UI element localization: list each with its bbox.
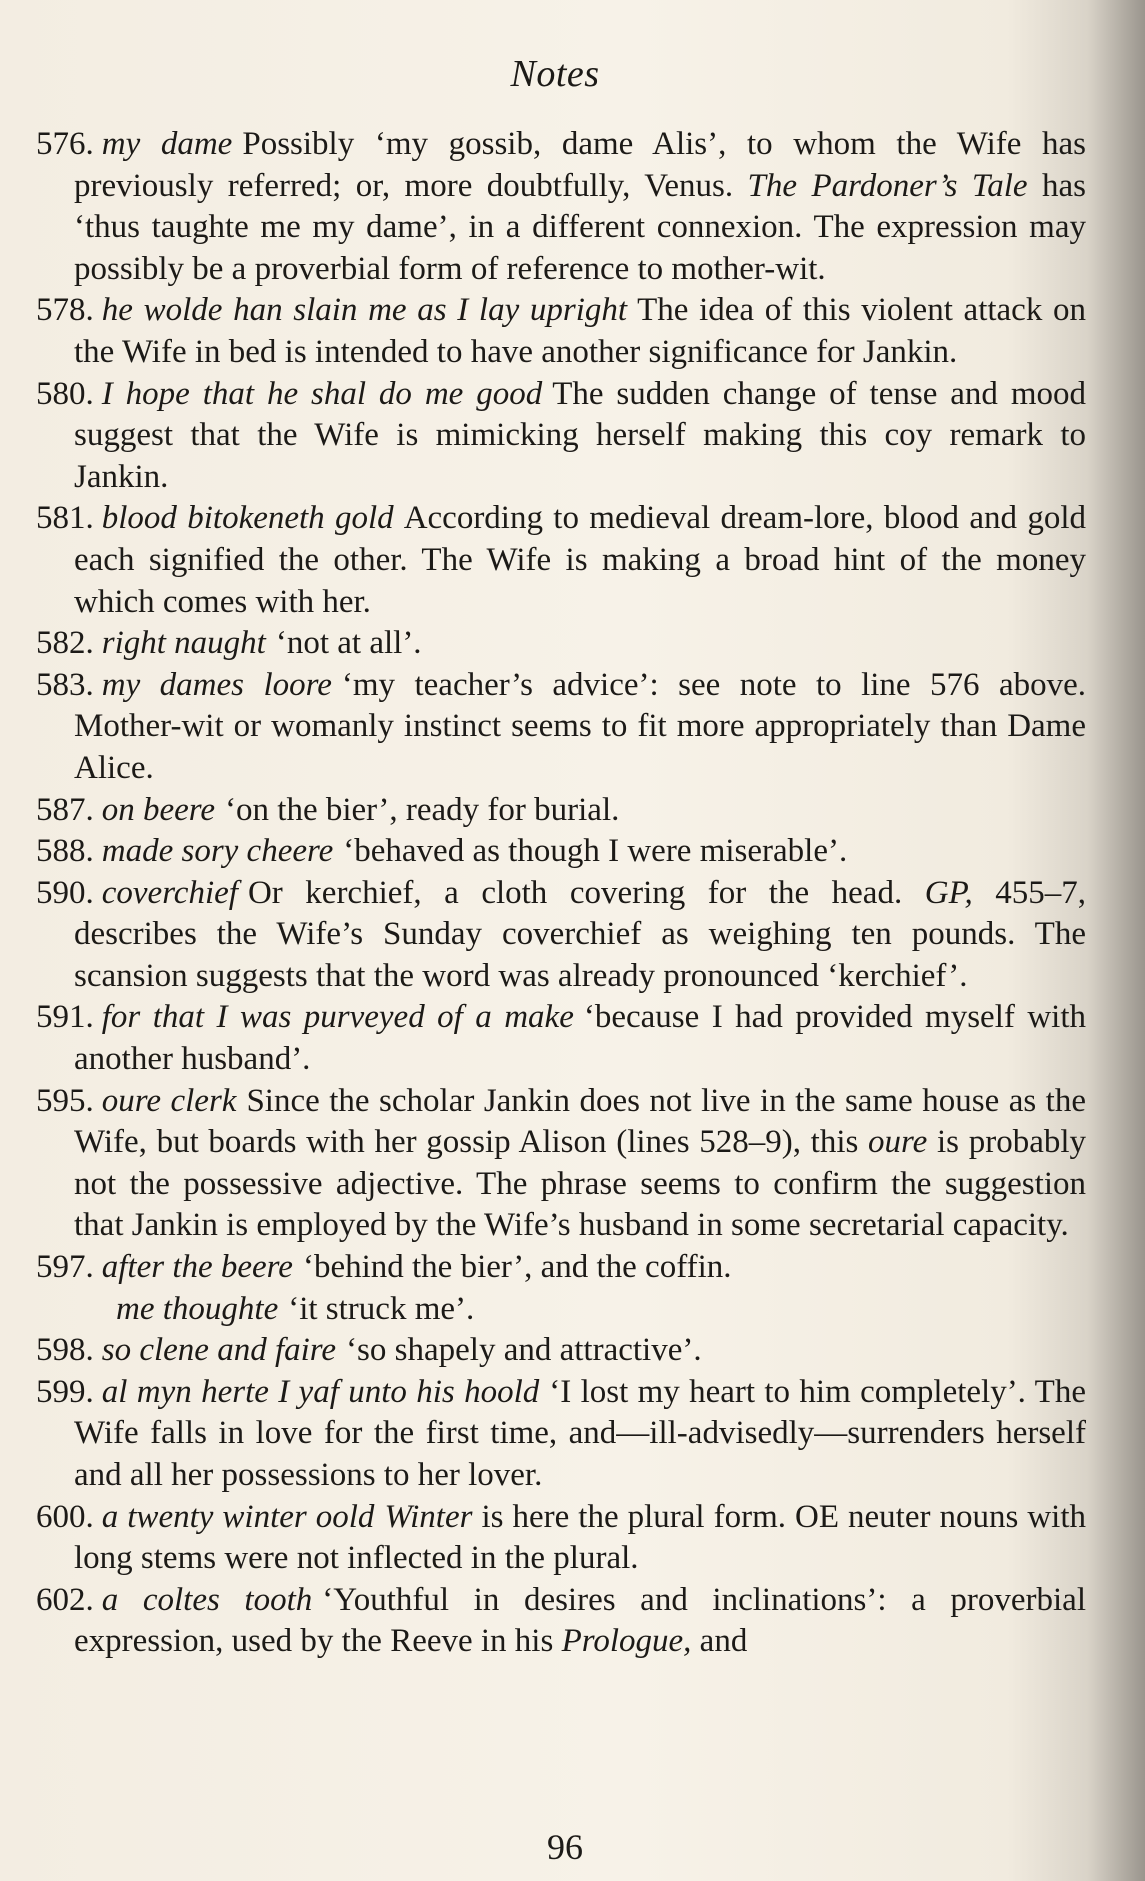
note-587: 587. on beere ‘on the bier’, ready for burial. xyxy=(36,791,620,828)
note-581: 581. blood bitokeneth gold According to medieval dream-lore, blood and gold each signified the other. The Wife is making a broad hint of the money which comes with her. xyxy=(36,500,1086,620)
running-header: Notes xyxy=(510,53,600,95)
note-582: 582. right naught ‘not at all’. xyxy=(36,625,422,662)
note-590: 590. coverchief Or kerchief, a cloth covering for the head. GP, 455–7, describes the Wife’s Sunday coverchief as weighing ten pounds. The scansion suggests that the word was already pronounced ‘kerchief’. xyxy=(36,874,1087,994)
note-600: 600. a twenty winter oold Winter is here the plural form. OE neuter nouns with long stems were not inflected in the plural. xyxy=(36,1498,1086,1577)
note-599: 599. al myn herte I yaf unto his hoold ‘I lost my heart to him completely’. The Wife falls in love for the first time, and—ill-advisedly—surrenders herself and all her possessions to her lover. xyxy=(36,1373,1086,1493)
note-576: 576. my dame Possibly ‘my gossib, dame Alis’, to whom the Wife has previously referred; or, more doubtfully, Venus. The Pardoner’s Tale has ‘thus taughte me my dame’, in a different connexion. The expression may possibly be a proverbial form of reference to mother-wit. xyxy=(36,126,1086,287)
note-580: 580. I hope that he shal do me good The sudden change of tense and mood suggest that the Wife is mimicking herself making this coy remark to Jankin. xyxy=(36,375,1086,495)
note-597: 597. after the beere ‘behind the bier’, and the coffin. xyxy=(36,1249,732,1286)
note-591: 591. for that I was purveyed of a make ‘because I had provided myself with another husband’. xyxy=(36,999,1086,1078)
note-588: 588. made sory cheere ‘behaved as though I were miserable’. xyxy=(36,833,848,870)
note-597-sub: me thoughte ‘it struck me’. xyxy=(116,1290,475,1327)
note-578: 578. he wolde han slain me as I lay upright The idea of this violent attack on the Wife in bed is intended to have another significance for Jankin. xyxy=(36,292,1086,370)
notes-list xyxy=(36,124,1086,1663)
note-598: 598. so clene and faire ‘so shapely and attractive’. xyxy=(36,1332,702,1369)
note-595: 595. oure clerk Since the scholar Jankin does not live in the same house as the Wife, but boards with her gossip Alison (lines 528–9), this oure is probably not the possessive adjective. The phrase seems to confirm the suggestion that Jankin is employed by the Wife’s husband in some secretarial capacity. xyxy=(36,1082,1087,1244)
page-number: 96 xyxy=(547,1827,583,1867)
note-583: 583. my dames loore ‘my teacher’s advice’: see note to line 576 above. Mother-wit or womanly instinct seems to fit more appropriately than Dame Alice. xyxy=(36,666,1086,786)
note-602: 602. a coltes tooth ‘Youthful in desires and inclinations’: a proverbial expression, used by the Reeve in his Prologue, and xyxy=(36,1581,1086,1660)
